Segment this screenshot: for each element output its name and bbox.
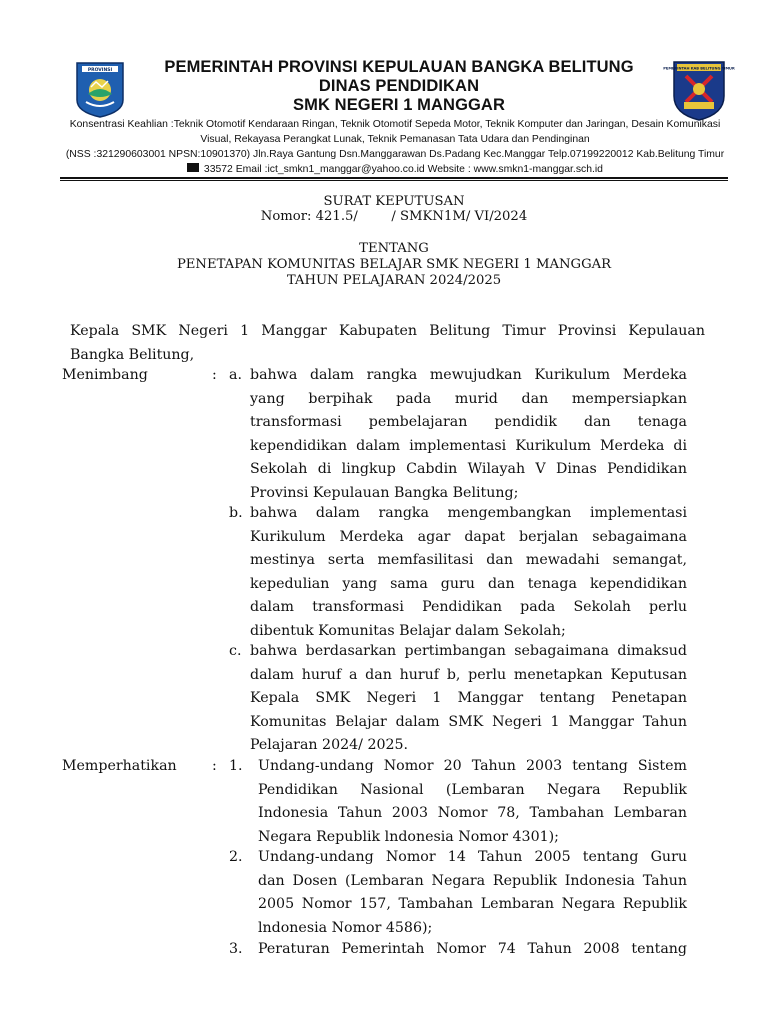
memperhatikan-label: Memperhatikan (62, 758, 177, 774)
menimbang-b-line: dibentuk Komunitas Belajar dalam Sekolah; (250, 622, 566, 639)
konsentrasi-line-1: Konsentrasi Keahlian :Teknik Otomotif Kendaraan Ringan, Teknik Otomotif Sepeda Motor, Teknik Komputer dan Jaringan, Desain Komunikasi (69, 119, 721, 130)
menimbang-item-c (250, 640, 687, 758)
menimbang-c-line: dalam huruf a dan huruf b, perlu menetapkan Keputusan (250, 666, 687, 683)
opening-paragraph (70, 319, 705, 367)
address-line-2 (62, 162, 728, 177)
memperhatikan-colon: : (212, 758, 217, 774)
government-name: PEMERINTAH PROVINSI KEPULAUAN BANGKA BELITUNG (164, 58, 634, 76)
letterhead-titles (132, 58, 666, 115)
opening-line-1: Kepala SMK Negeri 1 Manggar Kabupaten Belitung Timur Provinsi Kepulauan (70, 323, 705, 339)
menimbang-marker-b: b. (229, 505, 243, 521)
regency-shield-logo (663, 58, 735, 122)
phone-fax-icon (187, 163, 199, 172)
memperhatikan-marker-2: 2. (229, 849, 243, 865)
menimbang-a-line: bahwa dalam rangka mewujudkan Kurikulum Merdeka (250, 367, 687, 383)
decree-number-text: Nomor: 421.5/ / SMKN1M/ VI/2024 (260, 209, 528, 224)
svg-text:PEMERINTAH KAB BELITUNG TIMUR: PEMERINTAH KAB BELITUNG TIMUR (663, 66, 735, 71)
memperhatikan-item-1 (258, 755, 687, 849)
menimbang-item-b (250, 502, 687, 643)
menimbang-c-line: Komunitas Belajar dalam SMK Negeri 1 Manggar Tahun (250, 713, 687, 730)
memperhatikan-1-line: Indonesia Tahun 2003 Nomor 78, Tambahan Lembaran (258, 805, 687, 821)
memperhatikan-item-3 (258, 938, 687, 962)
memperhatikan-1-line: Negara Republik lndonesia Nomor 4301); (258, 828, 559, 845)
memperhatikan-1-line: Undang-undang Nomor 20 Tahun 2003 tentang Sistem (258, 758, 687, 774)
menimbang-marker-c: c. (229, 643, 242, 659)
memperhatikan-1-line: Pendidikan Nasional (Lembaran Negara Republik (258, 781, 687, 798)
menimbang-b-line: kepedulian yang sama guru dan tenaga kependidikan (250, 575, 687, 592)
letterhead (62, 58, 735, 176)
subject-line-1: PENETAPAN KOMUNITAS BELAJAR SMK NEGERI 1 MANGGAR (176, 257, 612, 272)
menimbang-label: Menimbang (62, 367, 148, 383)
letterhead-rule-thick (60, 177, 728, 179)
svg-text:PROVINSI: PROVINSI (87, 68, 113, 73)
menimbang-b-line: dalam transformasi Pendidikan pada Sekolah perlu (250, 599, 687, 615)
memperhatikan-3-line: Peraturan Pemerintah Nomor 74 Tahun 2008 tentang (258, 941, 687, 957)
letterhead-rule-thin (60, 180, 728, 181)
menimbang-b-line: mestinya serta memfasilitasi dan mewadahi semangat, (250, 552, 687, 568)
memperhatikan-2-line: lndonesia Nomor 4586); (258, 919, 433, 936)
memperhatikan-2-line: Undang-undang Nomor 14 Tahun 2005 tentang Guru (258, 849, 687, 865)
memperhatikan-2-line: 2005 Nomor 157, Tambahan Lembaran Negara Republik (258, 896, 687, 912)
konsentrasi-line-2: Visual, Rekayasa Perangkat Lunak, Teknik Pemanasan Tata Udara dan Pendinginan (200, 134, 590, 145)
menimbang-a-line: Sekolah di lingkup Cabdin Wilayah V Dinas Pendidikan (250, 461, 687, 477)
memperhatikan-item-2 (258, 846, 687, 940)
department-name: DINAS PENDIDIKAN (318, 77, 480, 95)
address-line-1: (NSS :321290603001 NPSN:10901370) Jln.Raya Gantung Dsn.Manggarawan Ds.Padang Kec.Manggar Telp.07199220012 Kab.Belitung Timur (65, 149, 725, 160)
opening-line-2: Bangka Belitung, (70, 347, 195, 363)
address-line-2-text: 33572 Email :ict_smkn1_manggar@yahoo.co.id Website : www.smkn1-manggar.sch.id (203, 164, 603, 175)
decree-heading: SURAT KEPUTUSAN (323, 194, 465, 209)
menimbang-b-line: bahwa dalam rangka mengembangkan implementasi (250, 505, 687, 521)
menimbang-a-line: Provinsi Kepulauan Bangka Belitung; (250, 484, 519, 501)
menimbang-c-line: Pelajaran 2024/ 2025. (250, 737, 409, 753)
menimbang-a-line: kependidikan dalam implementasi Kurikulum Merdeka di (250, 437, 687, 454)
provincial-emblem-logo (74, 60, 126, 118)
decree-number (60, 209, 728, 225)
tentang-label: TENTANG (359, 241, 429, 256)
menimbang-c-line: Kepala SMK Negeri 1 Manggar tentang Penetapan (250, 690, 687, 706)
menimbang-c-line: bahwa berdasarkan pertimbangan sebagaimana dimaksud (250, 643, 687, 659)
menimbang-b-line: Kurikulum Merdeka agar dapat berjalan sebagaimana (250, 528, 687, 545)
memperhatikan-marker-3: 3. (229, 941, 243, 957)
subject-line-2: TAHUN PELAJARAN 2024/2025 (286, 273, 502, 288)
menimbang-a-line: yang berpihak pada murid dan mempersiapkan (250, 390, 687, 407)
school-name: SMK NEGERI 1 MANGGAR (293, 96, 505, 114)
menimbang-a-line: transformasi pembelajaran pendidik dan tenaga (250, 414, 687, 430)
memperhatikan-2-line: dan Dosen (Lembaran Negara Republik Indonesia Tahun (258, 872, 687, 889)
memperhatikan-marker-1: 1. (229, 758, 243, 774)
menimbang-item-a (250, 364, 687, 505)
menimbang-colon: : (212, 367, 217, 383)
menimbang-marker-a: a. (229, 367, 242, 383)
